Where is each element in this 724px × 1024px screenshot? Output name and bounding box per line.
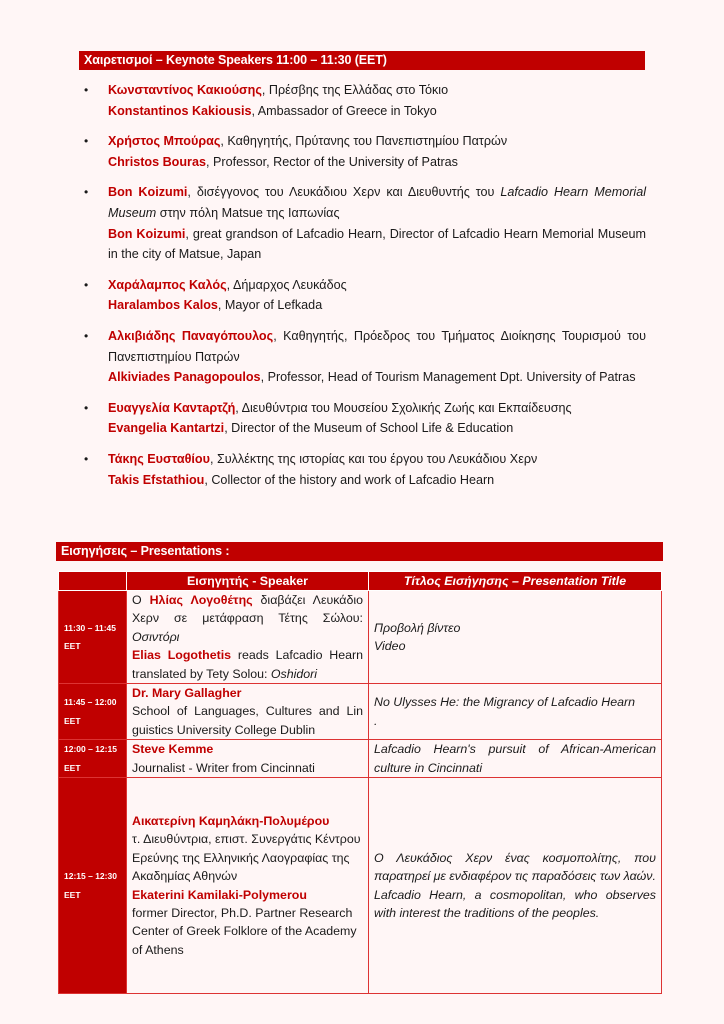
speaker-item (80, 398, 646, 439)
table-row (59, 778, 662, 994)
speaker-desc-en: , Collector of the history and work of Lafcadio Hearn (204, 472, 495, 487)
speaker-desc-gr: στην πόλη Matsue της Ιαπωνίας (156, 205, 340, 220)
speaker-name-en: Christos Bouras (108, 154, 206, 169)
speaker-desc-gr: , Καθηγητής, Πρύτανης του Πανεπιστημίου Πατρών (220, 134, 508, 149)
speaker-item (80, 182, 646, 264)
speaker-name-gr: Αλκιβιάδης Παναγόπουλος (108, 328, 274, 343)
speaker-name: Dr. Mary Gallagher (132, 686, 242, 701)
bullet-icon: • (84, 134, 89, 149)
speaker-name: Steve Kemme (132, 742, 214, 757)
title-cell: Προβολή βίντεο Video (369, 591, 662, 684)
speaker-name-gr: Ηλίας Λογοθέτης (149, 593, 253, 607)
speaker-name-gr: Χαράλαμπος Καλός (108, 277, 227, 292)
title-cell: Ο Λευκάδιος Χερν ένας κοσμοπολίτης, που παρατηρεί με ενδιαφέρον τις παραδόσεις των λαών. Lafcadio Hearn, a cosmopolitan, who observes with interest the traditions of the peoples. (369, 778, 662, 994)
bullet-icon: • (84, 83, 89, 97)
speaker-name-en: Alkiviades Panagopoulos (108, 370, 261, 385)
speaker-desc-en: , Ambassador of Greece in Tokyo (251, 103, 437, 118)
speaker-desc-gr: , Διευθύντρια του Μουσείου Σχολικής Ζωής και Εκπαίδευσης (235, 400, 572, 415)
time-cell: 12:15 – 12:30 EET (59, 778, 127, 994)
table-row (59, 740, 662, 778)
speaker-desc-en: , Professor, Rector of the University of Patras (205, 154, 458, 169)
speaker-item (80, 131, 646, 172)
bullet-icon: • (84, 328, 89, 343)
speaker-name-gr: Ευαγγελία Καντaρτζή (108, 400, 236, 415)
speaker-name-en: Konstantinos Kakiousis (108, 103, 252, 118)
speaker-name-en: Ekaterini Kamilaki-Polymerou (132, 887, 307, 902)
speaker-item (80, 326, 646, 388)
speaker-item (80, 275, 646, 316)
title-cell: No Ulysses He: the Migrancy of Lafcadio Hearn . (369, 684, 662, 740)
speaker-item (80, 80, 646, 121)
speaker-name-gr: Χρήστος Μπούρας (108, 134, 221, 149)
speaker-cell: Αικατερίνη Καμηλάκη-Πολυμέρου τ. Διευθύντρια, επιστ. Συνεργάτις Κέντρου Ερεύνης της Ελληνικής Λαογραφίας της Ακαδημίας Αθηνών Ekaterini Kamilaki-Polymerou former Director, Ph.D. Partner Research Center of Greek Folklore of the Academy of Athens (127, 778, 369, 994)
speaker-desc-gr: , Δήμαρχος Λευκάδος (226, 277, 347, 292)
time-cell: 11:30 – 11:45 EET (59, 591, 127, 684)
speaker-name-gr: Αικατερίνη Καμηλάκη-Πολυμέρου (132, 813, 330, 828)
keynote-speaker-list (80, 80, 646, 500)
speaker-desc-gr: , δισέγγονος του Λευκάδιου Χερν και Διευθυντής του (187, 185, 501, 200)
speaker-name-gr: Τάκης Ευσταθίου (108, 451, 210, 466)
speaker-name-en: Takis Efstathiou (108, 472, 205, 487)
time-cell: 12:00 – 12:15 EET (59, 740, 127, 778)
bullet-icon: • (84, 400, 89, 415)
speaker-desc-en: , great grandson of Lafcadio Hearn, Director of Lafcadio Hearn Memorial Museum in the city of Matsue, Japan (108, 226, 647, 262)
bullet-icon: • (84, 277, 89, 292)
speaker-cell: Dr. Mary Gallagher School of Languages, Cultures and Lin guistics University College Dublin (127, 684, 369, 740)
speaker-desc-en: , Professor, Head of Tourism Management Dpt. University of Patras (260, 370, 636, 385)
speaker-item (80, 449, 646, 490)
speaker-cell: Steve Kemme Journalist - Writer from Cincinnati (127, 740, 369, 778)
presentations-table (58, 571, 662, 994)
speaker-cell: Ο Ηλίας Λογοθέτης διαβάζει Λευκάδιο Χερν σε μετάφραση Τέτης Σώλου: Οσιντόρι Elias Logothetis reads Lafcadio Hearn translated by Tety Solou: Oshidori (127, 591, 369, 684)
speaker-name-gr: Κωνσταντίνος Κακιούσης (108, 83, 262, 97)
speaker-desc-en: , Mayor of Lefkada (217, 298, 323, 313)
speaker-desc-en: , Director of the Museum of School Life & Education (224, 421, 514, 436)
column-header-speaker: Εισηγητής - Speaker (127, 572, 369, 591)
column-header-title: Τίτλος Εισήγησης – Presentation Title (369, 572, 662, 591)
museum-name: Lafcadio Hearn Memorial Museum (108, 185, 646, 220)
table-header-row (59, 572, 662, 591)
bullet-icon: • (84, 185, 89, 200)
speaker-name-en: Bon Koizumi (108, 226, 186, 241)
speaker-desc-gr: , Καθηγητής, Πρόεδρος του Τμήματος Διοίκησης Τουρισμού του Πανεπιστημίου Πατρών (108, 328, 647, 364)
presentations-section-header: Εισηγήσεις – Presentations : (56, 542, 663, 561)
table-row (59, 684, 662, 740)
column-header-time (59, 572, 127, 591)
speaker-name-en: Haralambos Kalos (108, 298, 218, 313)
speaker-desc-gr: , Συλλέκτης της ιστορίας και του έργου του Λευκάδιου Χερν (209, 451, 538, 466)
time-cell: 11:45 – 12:00 EET (59, 684, 127, 740)
keynote-section-header: Χαιρετισμοί – Keynote Speakers 11:00 – 11:30 (EET) (79, 51, 645, 70)
speaker-name-en: Elias Logothetis (132, 648, 232, 663)
speaker-desc-gr: , Πρέσβης της Ελλάδας στο Τόκιο (261, 83, 449, 97)
speaker-name-en: Evangelia Kantartzi (108, 421, 225, 436)
title-cell: Lafcadio Hearn's pursuit of African-American culture in Cincinnati (369, 740, 662, 778)
bullet-icon: • (84, 451, 89, 466)
table-row (59, 591, 662, 684)
speaker-name-gr: Bon Koizumi (108, 185, 188, 200)
